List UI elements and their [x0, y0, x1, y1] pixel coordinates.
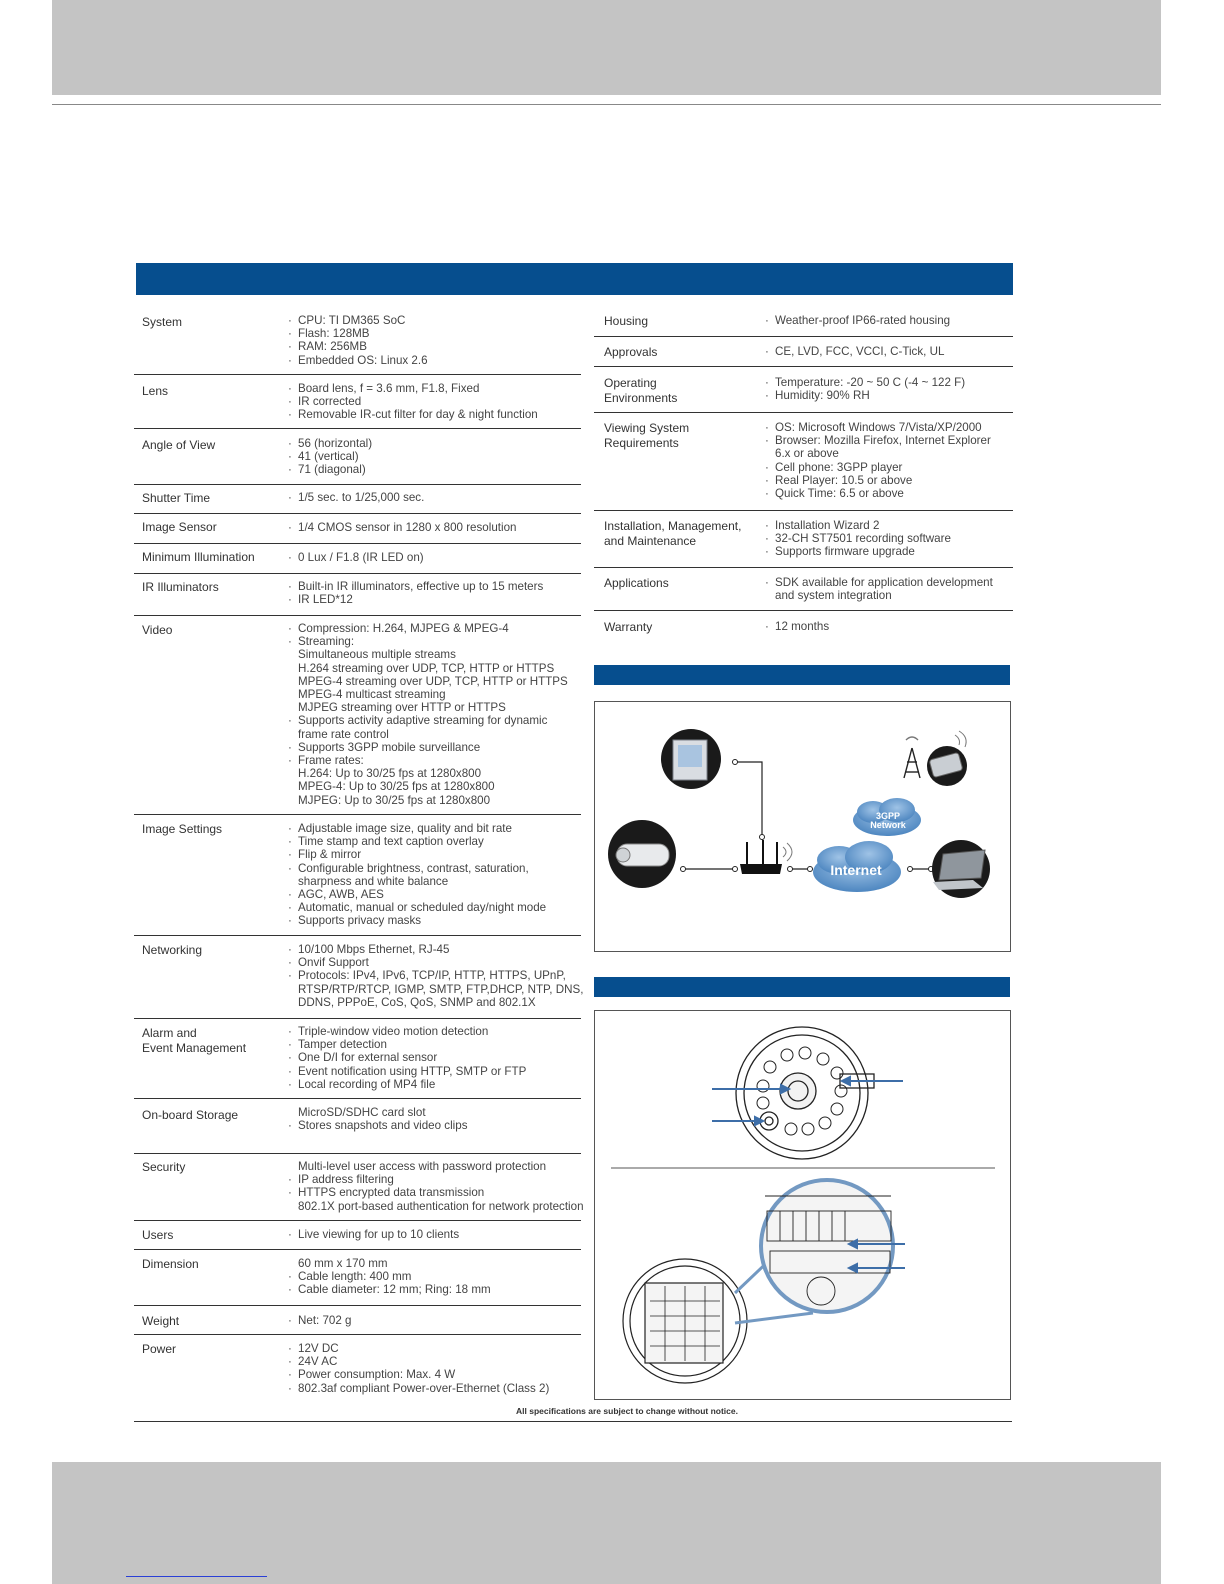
spec-item: · IR corrected [288, 395, 538, 408]
spec-label: Power [142, 1342, 177, 1356]
spec-item: · AGC, AWB, AES [288, 888, 546, 901]
spec-item: · 24V AC [288, 1355, 549, 1368]
spec-item: MPEG-4 multicast streaming [298, 688, 446, 702]
spec-value [765, 576, 993, 602]
spec-item: · Compression: H.264, MJPEG & MPEG-4 [288, 622, 568, 635]
spec-value [288, 1257, 491, 1297]
spec-label: Dimension [142, 1257, 199, 1271]
row-divider [134, 1018, 581, 1019]
spec-value [288, 1106, 468, 1132]
spec-value [288, 1228, 459, 1241]
spec-value [765, 421, 991, 500]
spec-item: · Removable IR-cut filter for day & night function [288, 408, 538, 421]
spec-item: · OS: Microsoft Windows 7/Vista/XP/2000 [765, 421, 991, 434]
row-divider [134, 428, 581, 429]
spec-item: · Quick Time: 6.5 or above [765, 487, 991, 500]
row-divider [134, 1098, 581, 1099]
spec-item: H.264 streaming over UDP, TCP, HTTP or HTTPS [298, 661, 555, 675]
spec-item: · RAM: 256MB [288, 340, 428, 353]
spec-item: · 0 Lux / F1.8 (IR LED on) [288, 551, 424, 564]
spec-item: · Supports firmware upgrade [765, 545, 951, 558]
row-divider [134, 374, 581, 375]
spec-label: System [142, 315, 183, 329]
spec-value [288, 1160, 584, 1213]
spec-item: · SDK available for application development [765, 576, 993, 589]
spec-item: · Triple-window video motion detection [288, 1025, 526, 1038]
router-icon [740, 840, 792, 874]
row-divider [134, 935, 581, 936]
3gpp-network-cloud [853, 798, 921, 836]
spec-item: · Streaming: [288, 635, 568, 648]
spec-item: · CE, LVD, FCC, VCCI, C-Tick, UL [765, 345, 944, 358]
spec-item: · Weather-proof IP66-rated housing [765, 314, 950, 327]
row-divider [594, 336, 1013, 337]
row-divider [134, 1153, 581, 1154]
spec-item: · Onvif Support [288, 956, 583, 969]
spec-item: · 71 (diagonal) [288, 463, 372, 476]
spec-item: · 32-CH ST7501 recording software [765, 532, 951, 545]
row-divider [134, 484, 581, 485]
spec-item: · Configurable brightness, contrast, saturation, [288, 862, 546, 875]
server-icon [661, 729, 721, 789]
spec-value [288, 1025, 526, 1091]
spec-item: MPEG-4 streaming over UDP, TCP, HTTP or HTTPS [298, 674, 568, 688]
spec-value [288, 822, 546, 928]
spec-label: Video [142, 623, 173, 637]
spec-item: · Flip & mirror [288, 848, 546, 861]
spec-item: MicroSD/SDHC card slot [298, 1106, 426, 1119]
spec-label: Installation, Management, and Maintenance [604, 519, 742, 548]
spec-item: · Automatic, manual or scheduled day/night mode [288, 901, 546, 914]
spec-value [765, 519, 951, 559]
spec-label: Angle of View [142, 438, 216, 452]
spec-item: · Installation Wizard 2 [765, 519, 951, 532]
row-divider [594, 366, 1013, 367]
spec-value [765, 620, 829, 633]
spec-item: · HTTPS encrypted data transmission [288, 1186, 584, 1199]
cloud-3gpp-line1: 3GPP [875, 811, 901, 821]
footer-link-underline[interactable] [126, 1576, 267, 1577]
spec-item: · Power consumption: Max. 4 W [288, 1368, 549, 1381]
laptop-icon [932, 840, 990, 898]
spec-label: Security [142, 1160, 186, 1174]
system-diagram-panel [594, 701, 1011, 952]
spec-label: Weight [142, 1314, 180, 1328]
spec-value [288, 491, 424, 504]
spec-item: · Built-in IR illuminators, effective up to 15 meters [288, 580, 543, 593]
spec-value [765, 345, 944, 358]
spec-item: MJPEG: Up to 30/25 fps at 1280x800 [298, 793, 491, 807]
spec-label: Housing [604, 314, 649, 328]
spec-value [288, 1342, 549, 1395]
cloud-internet-label: Internet [830, 862, 882, 878]
spec-value [288, 551, 424, 564]
row-divider [134, 814, 581, 815]
spec-item: · Board lens, f = 3.6 mm, F1.8, Fixed [288, 382, 538, 395]
spec-item: · 1/4 CMOS sensor in 1280 x 800 resolution [288, 521, 516, 534]
row-divider [594, 610, 1013, 611]
spec-item: · Local recording of MP4 file [288, 1078, 526, 1091]
spec-item: 60 mm x 170 mm [298, 1257, 388, 1270]
spec-item: RTSP/RTP/RTCP, IGMP, SMTP, FTP,DHCP, NTP, DNS, [298, 982, 584, 996]
spec-value [765, 376, 965, 402]
zoom-callout [735, 1180, 905, 1323]
row-divider [594, 567, 1013, 568]
spec-item: Multi-level user access with password protection [298, 1160, 547, 1173]
spec-label: Applications [604, 576, 669, 590]
spec-item: frame rate control [298, 727, 389, 741]
spec-label: Image Settings [142, 822, 223, 836]
spec-item: MPEG-4: Up to 30/25 fps at 1280x800 [298, 780, 495, 794]
spec-value [288, 314, 428, 367]
spec-item: · Real Player: 10.5 or above [765, 474, 991, 487]
spec-label: On-board Storage [142, 1108, 239, 1122]
spec-value [288, 943, 583, 1009]
header-rule [52, 104, 1161, 105]
camera-front-view [736, 1027, 874, 1159]
spec-item: · Protocols: IPv4, IPv6, TCP/IP, HTTP, HTTPS, UPnP, [288, 969, 583, 982]
spec-label: Alarm and Event Management [142, 1026, 247, 1055]
cloud-3gpp-line2: Network [870, 820, 906, 830]
spec-item: · One D/I for external sensor [288, 1051, 526, 1064]
spec-label: Shutter Time [142, 491, 211, 505]
spec-item: · Live viewing for up to 10 clients [288, 1228, 459, 1241]
pda-icon [927, 731, 967, 786]
spec-item: MJPEG streaming over HTTP or HTTPS [298, 701, 506, 715]
spec-label: Approvals [604, 345, 658, 359]
row-divider [134, 1305, 581, 1306]
spec-item: DDNS, PPPoE, CoS, QoS, SNMP and 802.1X [298, 995, 536, 1009]
spec-item: · Humidity: 90% RH [765, 389, 965, 402]
spec-item: · Tamper detection [288, 1038, 526, 1051]
spec-value [288, 580, 543, 606]
spec-item: 802.1X port-based authentication for network protection [298, 1199, 584, 1213]
spec-item: · 10/100 Mbps Ethernet, RJ-45 [288, 943, 583, 956]
row-divider [134, 1249, 581, 1250]
spec-value [288, 521, 516, 534]
row-divider [134, 615, 581, 616]
spec-value [288, 1314, 352, 1327]
spec-label: Viewing System Requirements [604, 421, 690, 450]
spec-item: · 1/5 sec. to 1/25,000 sec. [288, 491, 424, 504]
spec-item: · Cable diameter: 12 mm; Ring: 18 mm [288, 1283, 491, 1296]
spec-item: · 12V DC [288, 1342, 549, 1355]
internet-cloud [813, 841, 901, 892]
spec-item: · Cell phone: 3GPP player [765, 461, 991, 474]
spec-label: Image Sensor [142, 520, 217, 534]
row-divider [134, 1220, 581, 1221]
spec-label: Networking [142, 943, 203, 957]
bottom-rule [134, 1421, 1012, 1422]
spec-label: Operating Environments [604, 376, 678, 405]
spec-item: Simultaneous multiple streams [298, 648, 456, 662]
spec-item: · CPU: TI DM365 SoC [288, 314, 428, 327]
system-diagram [595, 702, 1010, 951]
spec-value [288, 437, 372, 477]
spec-item: · Cable length: 400 mm [288, 1270, 491, 1283]
spec-item: · Net: 702 g [288, 1314, 352, 1327]
spec-item: · IR LED*12 [288, 593, 543, 606]
spec-item: · Frame rates: [288, 754, 568, 767]
spec-item: · 56 (horizontal) [288, 437, 372, 450]
spec-item: · IP address filtering [288, 1173, 584, 1186]
specifications-title-bar [136, 263, 1013, 295]
camera-inside-view [623, 1259, 747, 1383]
spec-label: Minimum Illumination [142, 550, 255, 564]
spec-label: Warranty [604, 620, 653, 634]
spec-item: · Event notification using HTTP, SMTP or FTP [288, 1065, 526, 1078]
system-diagram-title-bar [594, 665, 1010, 685]
spec-label: Lens [142, 384, 169, 398]
spec-item: · 802.3af compliant Power-over-Ethernet (Class 2) [288, 1382, 549, 1395]
connectors-title-bar [594, 977, 1010, 997]
spec-item: · Supports 3GPP mobile surveillance [288, 741, 568, 754]
camera-front-and-inside-drawing [595, 1011, 1010, 1399]
row-divider [594, 412, 1013, 413]
spec-label: Users [142, 1228, 174, 1242]
spec-item: sharpness and white balance [298, 874, 449, 888]
spec-label: IR Illuminators [142, 580, 219, 594]
spec-item: · Adjustable image size, quality and bit rate [288, 822, 546, 835]
spec-value [288, 382, 538, 422]
spec-value [765, 314, 950, 327]
spec-item: · 41 (vertical) [288, 450, 372, 463]
spec-value [288, 622, 568, 807]
spec-item: · Embedded OS: Linux 2.6 [288, 354, 428, 367]
row-divider [134, 573, 581, 574]
spec-item: · Stores snapshots and video clips [288, 1119, 468, 1132]
row-divider [594, 510, 1013, 511]
row-divider [134, 513, 581, 514]
spec-item: · Temperature: -20 ~ 50 C (-4 ~ 122 F) [765, 376, 965, 389]
tower-icon [904, 737, 920, 778]
camera-icon [608, 820, 676, 888]
spec-item: · Flash: 128MB [288, 327, 428, 340]
row-divider [134, 543, 581, 544]
header-band [52, 0, 1161, 95]
spec-item: · 12 months [765, 620, 829, 633]
spec-item: · Supports privacy masks [288, 914, 546, 927]
spec-item: and system integration [775, 589, 892, 603]
row-divider [134, 1334, 581, 1335]
footnote: All specifications are subject to change without notice. [516, 1406, 738, 1416]
spec-item: · Time stamp and text caption overlay [288, 835, 546, 848]
spec-item: · Browser: Mozilla Firefox, Internet Explorer [765, 434, 991, 447]
footer-band [52, 1462, 1161, 1584]
connectors-panel [594, 1010, 1011, 1400]
spec-item: H.264: Up to 30/25 fps at 1280x800 [298, 767, 482, 781]
spec-item: 6.x or above [775, 447, 839, 461]
spec-item: · Supports activity adaptive streaming for dynamic [288, 714, 568, 727]
